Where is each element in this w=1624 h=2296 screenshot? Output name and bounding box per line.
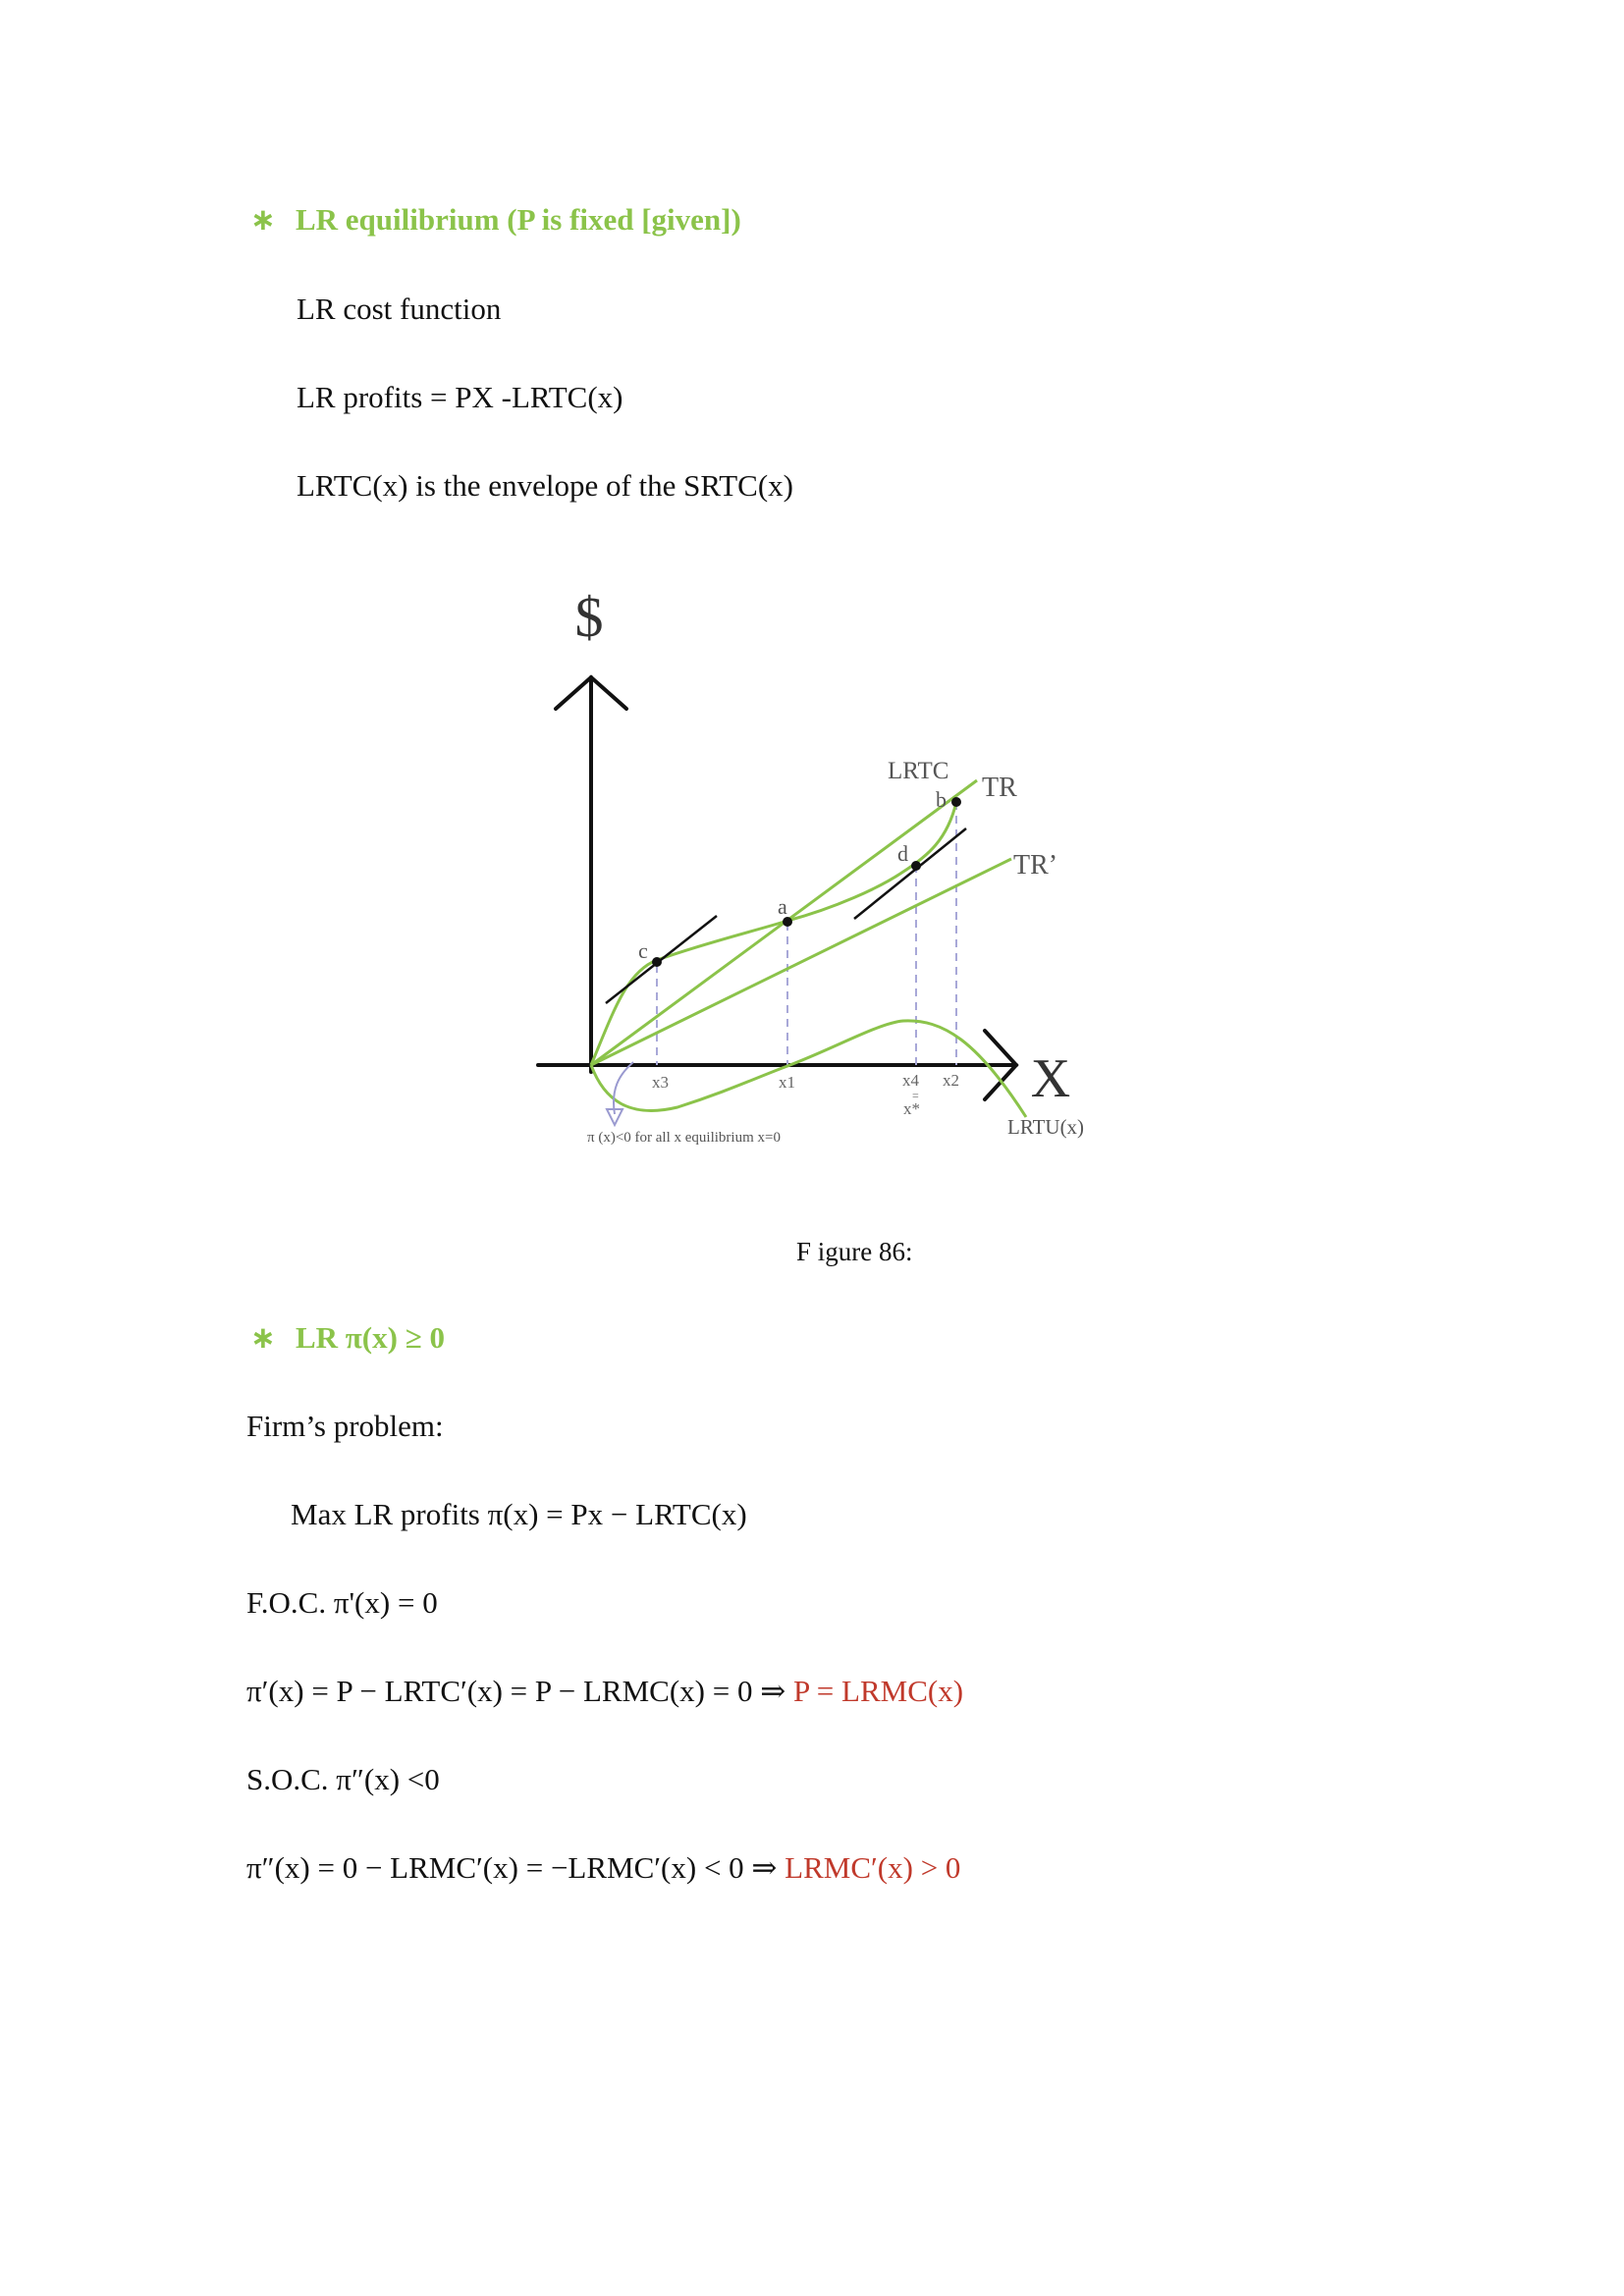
- tick-labels: [652, 1071, 959, 1118]
- point-b: [951, 797, 961, 807]
- tick-xstar: x*: [903, 1099, 920, 1118]
- tick-x1: x1: [779, 1073, 795, 1092]
- label-point-b: b: [936, 787, 947, 812]
- equation-foc: [246, 1674, 963, 1709]
- text-firms-problem: Firm’s problem:: [246, 1409, 444, 1443]
- figure-caption: F igure 86:: [796, 1237, 913, 1266]
- label-tr: TR: [982, 773, 1017, 803]
- bullet-star: ∗: [250, 202, 276, 238]
- note-arrow: [607, 1062, 633, 1125]
- axes: [538, 677, 1016, 1099]
- y-axis-label: $: [574, 585, 604, 649]
- point-d: [911, 861, 921, 871]
- x-axis-label: X: [1030, 1048, 1071, 1109]
- soc-result: LRMC′(x) > 0: [785, 1850, 961, 1885]
- tick-equals: =: [912, 1089, 919, 1102]
- label-lrtu: LRTU(x): [1007, 1115, 1085, 1139]
- text-lr-cost-function: LR cost function: [297, 292, 502, 326]
- text-lrtc-envelope: LRTC(x) is the envelope of the SRTC(x): [297, 468, 793, 503]
- point-c: [652, 957, 662, 967]
- label-point-d: d: [897, 841, 908, 866]
- equation-objective: Max LR profits π(x) = Px − LRTC(x): [291, 1497, 747, 1531]
- text-lr-profits: LR profits = PX -LRTC(x): [297, 380, 623, 414]
- dashed-guides: [657, 802, 956, 1065]
- bullet-star: ∗: [250, 1320, 276, 1356]
- equation-soc: [246, 1850, 960, 1886]
- tick-x4: x4: [902, 1071, 919, 1090]
- label-lrtc: LRTC: [888, 758, 949, 784]
- label-tr-prime: TR’: [1013, 850, 1058, 881]
- label-point-a: a: [778, 894, 787, 919]
- label-point-c: c: [638, 938, 648, 963]
- foc-result: P = LRMC(x): [792, 1674, 964, 1708]
- text-soc-label: S.O.C. π″(x) <0: [246, 1762, 440, 1796]
- tick-x3: x3: [652, 1073, 669, 1092]
- equilibrium-note: π (x)<0 for all x equilibrium x=0: [587, 1130, 781, 1146]
- text-foc-label: F.O.C. π'(x) = 0: [246, 1585, 438, 1620]
- tangent-at-d: [854, 828, 966, 919]
- tick-x2: x2: [943, 1071, 959, 1090]
- soc-derivation: π″(x) = 0 − LRMC′(x) = −LRMC′(x) < 0 ⇒: [246, 1850, 785, 1885]
- section-heading-lr-profit-nonneg: [250, 1320, 445, 1356]
- points: [652, 797, 961, 967]
- heading-text: LR equilibrium (P is fixed [given]): [295, 202, 741, 237]
- heading-text: LR π(x) ≥ 0: [295, 1320, 445, 1355]
- tangent-at-c: [606, 916, 717, 1003]
- foc-derivation: π′(x) = P − LRTC′(x) = P − LRMC(x) = 0 ⇒: [246, 1674, 793, 1708]
